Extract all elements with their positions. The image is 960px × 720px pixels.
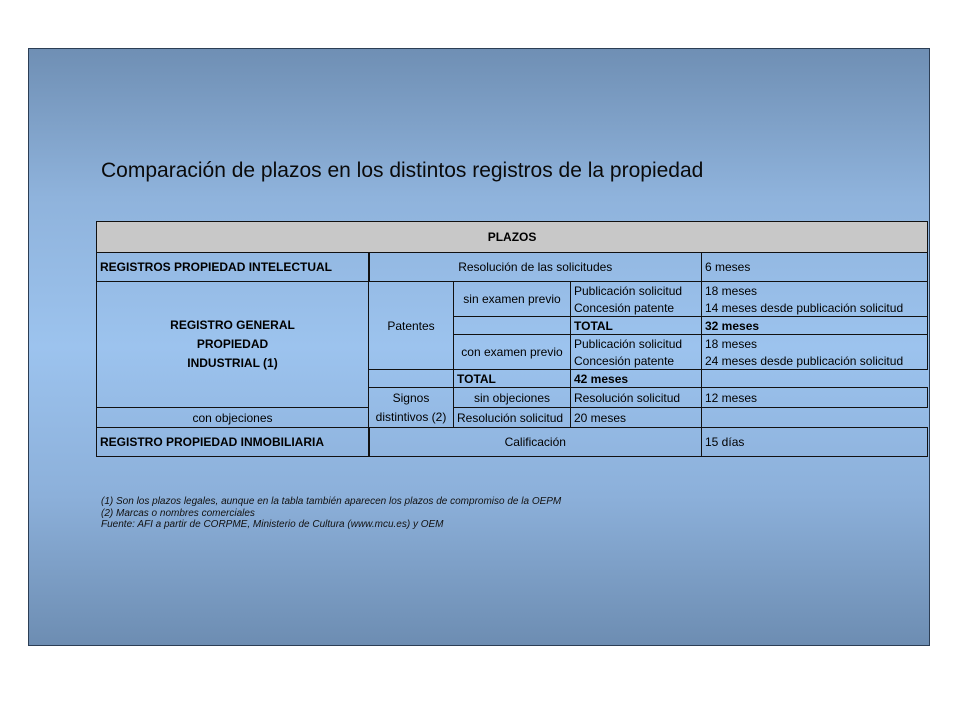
con-examen-publicacion: Publicación solicitud (571, 335, 702, 353)
table-row (97, 282, 928, 300)
footnote: (2) Marcas o nombres comerciales (101, 507, 255, 519)
signos-distintivos-label (369, 388, 454, 428)
footnotes (101, 496, 561, 531)
sin-objeciones-time: 12 meses (702, 388, 928, 408)
industrial-label-line: PROPIEDAD (196, 337, 269, 351)
con-examen-total-label: TOTAL (454, 370, 571, 388)
slide (28, 48, 930, 646)
sin-examen-total-time: 32 meses (702, 317, 928, 335)
sin-objeciones-label: sin objeciones (454, 388, 571, 408)
table-row (97, 408, 928, 428)
sin-examen-concesion: Concesión patente (571, 299, 702, 317)
intelectual-step: Resolución de las solicitudes (369, 253, 702, 282)
con-objeciones-resolucion: Resolución solicitud (454, 408, 571, 428)
signos-label-line: distintivos (2) (375, 409, 447, 424)
sin-objeciones-resolucion: Resolución solicitud (571, 388, 702, 408)
con-examen-publicacion-time: 18 meses (702, 335, 928, 353)
signos-label-line: Signos (392, 390, 430, 405)
footnote-source: Fuente: AFI a partir de CORPME, Ministerio de Cultura (www.mcu.es) y OEM (101, 519, 444, 530)
sin-examen-total-label: TOTAL (571, 317, 702, 335)
empty-cell (454, 317, 571, 335)
empty-cell (369, 370, 454, 388)
sin-examen-label: sin examen previo (454, 282, 571, 317)
industrial-label-line: INDUSTRIAL (1) (187, 356, 278, 370)
con-objeciones-label: con objeciones (97, 408, 369, 428)
sin-examen-publicacion-time: 18 meses (702, 282, 928, 300)
sin-examen-publicacion: Publicación solicitud (571, 282, 702, 300)
patentes-label: Patentes (369, 282, 454, 370)
table-row (97, 428, 928, 457)
con-examen-concesion-time: 24 meses desde publicación solicitud (702, 352, 928, 370)
inmobiliaria-time: 15 días (702, 428, 928, 457)
registro-industrial-label (97, 282, 369, 408)
footnote: (1) Son los plazos legales, aunque en la tabla también aparecen los plazos de compromiso de la OEPM (101, 496, 562, 507)
con-objeciones-time: 20 meses (571, 408, 702, 428)
con-examen-label: con examen previo (454, 335, 571, 370)
plazos-table (96, 221, 928, 457)
sin-examen-concesion-time: 14 meses desde publicación solicitud (702, 299, 928, 317)
intelectual-time: 6 meses (702, 253, 928, 282)
plazos-header: PLAZOS (97, 222, 928, 253)
industrial-label-line: REGISTRO GENERAL (170, 318, 295, 332)
slide-title: Comparación de plazos en los distintos registros de la propiedad (101, 159, 704, 182)
con-examen-total-time: 42 meses (571, 370, 702, 388)
inmobiliaria-step: Calificación (369, 428, 702, 457)
registro-intelectual-label: REGISTROS PROPIEDAD INTELECTUAL (97, 253, 369, 282)
table-header-row (97, 222, 928, 253)
registro-inmobiliaria-label: REGISTRO PROPIEDAD INMOBILIARIA (97, 428, 369, 457)
con-examen-concesion: Concesión patente (571, 352, 702, 370)
table-row (97, 253, 928, 282)
